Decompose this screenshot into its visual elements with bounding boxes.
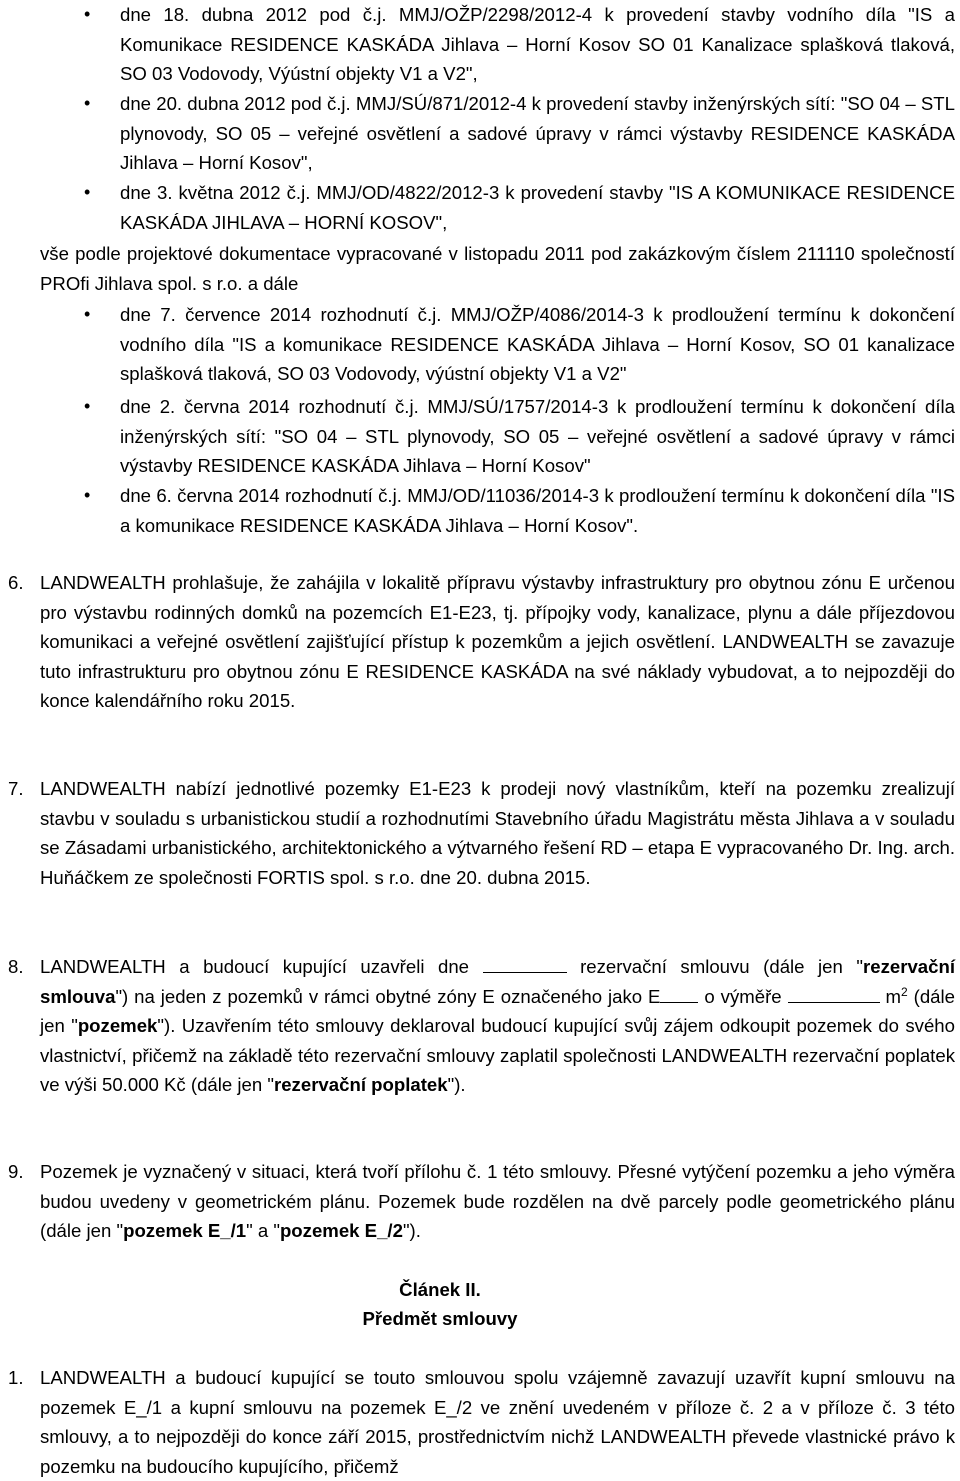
section-number: 1. — [8, 1367, 24, 1388]
text-run: ") na jeden z pozemků v rámci obytné zóny E označeného jako E — [115, 985, 661, 1007]
bullet-item-2: dne 20. dubna 2012 pod č.j. MMJ/SÚ/871/2012-4 k provedení stavby inženýrských sítí: "SO 04 – STL plynovody, SO 05 – veřejné osvětlení a sadové úpravy v rámci výstavby RESIDENCE KASKÁDA Jihlava – Horní Kosov", — [120, 93, 955, 174]
bullet-item-5: dne 2. června 2014 rozhodnutí č.j. MMJ/SÚ/1757/2014-3 k prodloužení termínu k dokončení díla inženýrských sítí: "SO 04 – STL plynovody, SO 05 – veřejné osvětlení a sadové úpravy v rámci výstavby RESIDENCE KASKÁDA Jihlava – Horní Kosov" — [120, 396, 955, 477]
bullet-item-1: dne 18. dubna 2012 pod č.j. MMJ/OŽP/2298/2012-4 k provedení stavby vodního díla "IS a Komunikace RESIDENCE KASKÁDA Jihlava – Horní Kosov SO 01 Kanalizace splašková tlaková, SO 03 Vodovody, Výústní objekty V1 a V2", — [120, 4, 955, 85]
defined-term: rezervační smlouva — [40, 956, 955, 1007]
section-7-paragraph: LANDWEALTH nabízí jednotlivé pozemky E1-E23 k prodeji nový vlastníkům, kteří na pozemku zrealizují stavbu v souladu s urbanistickou studií a rozhodnutími Stavebního úřadu Magistrátu města Jihlava a v souladu se Zásadami urbanistického, architektonického a výtvarného řešení RD – etapa E vypracovaného Dr. Ing. arch. Huňáčkem ze společnosti FORTIS spol. s r.o. dne 20. dubna 2015. — [40, 778, 955, 888]
bullet-icon: • — [84, 485, 91, 505]
text-run: "). — [447, 1074, 466, 1096]
text-run: (dále jen " — [40, 985, 955, 1037]
text-run: " a " — [246, 1220, 280, 1242]
article-title: Článek II. — [399, 1279, 481, 1300]
bullet-item-4: dne 7. července 2014 rozhodnutí č.j. MMJ/OŽP/4086/2014-3 k prodloužení termínu k dokončení vodního díla "IS a komunikace RESIDENCE KASKÁDA Jihlava – Horní Kosov, SO 01 kanalizace splašková tlaková, SO 03 Vodovody, výústní objekty V1 a V2" — [120, 304, 955, 385]
intro-paragraph: vše podle projektové dokumentace vypracované v listopadu 2011 pod zakázkovým číslem 211110 společností PROfi Jihlava spol. s r.o. a dále — [40, 243, 955, 294]
bullet-icon: • — [84, 396, 91, 416]
section-9-paragraph — [40, 1157, 955, 1246]
area-blank[interactable] — [788, 984, 880, 1003]
date-blank[interactable] — [483, 954, 567, 973]
defined-term: pozemek E_/1 — [123, 1220, 247, 1242]
text-run: m — [885, 985, 901, 1007]
section-number: 6. — [8, 572, 24, 593]
bullet-icon: • — [84, 304, 91, 324]
article-subtitle: Předmět smlouvy — [362, 1308, 518, 1329]
defined-term: pozemek — [77, 1015, 158, 1037]
section-number: 7. — [8, 778, 24, 799]
text-run: LANDWEALTH a budoucí kupující uzavřeli dne — [40, 956, 470, 977]
text-run: Pozemek je vyznačený v situaci, která tvoří přílohu č. 1 této smlouvy. Přesné vytýčení pozemku a jeho výměra budou uvedeny v geometrickém plánu. Pozemek bude rozdělen na dvě parcely podle geometrického plánu (dále jen " — [40, 1161, 955, 1242]
superscript: 2 — [901, 984, 908, 999]
bullet-icon: • — [84, 4, 91, 24]
section-6-paragraph: LANDWEALTH prohlašuje, že zahájila v lokalitě přípravu výstavby infrastruktury pro obytnou zónu E určenou pro výstavbu rodinných domků na pozemcích E1-E23, tj. přípojky vody, kanalizace, plynu a dále příjezdovou komunikaci a veřejné osvětlení zajišťující přístup k pozemkům a jejich osvětlení. LANDWEALTH se zavazuje tuto infrastrukturu pro obytnou zónu E RESIDENCE KASKÁDA na své náklady vybudovat, a to nejpozději do konce kalendářního roku 2015. — [40, 572, 955, 712]
text-run: rezervační smlouvu (dále jen " — [580, 956, 863, 977]
text-run: "). Uzavřením této smlouvy deklaroval budoucí kupující svůj zájem odkoupit pozemek do svého vlastnictví, přičemž na základě této rezervační smlouvy zaplatil společnosti LANDWEALTH rezervační poplatek ve výši 50.000 Kč (dále jen " — [40, 1015, 955, 1096]
article-2-section-1-paragraph: LANDWEALTH a budoucí kupující se touto smlouvou spolu vzájemně zavazují uzavřít kupní smlouvu na pozemek E_/1 a kupní smlouvu na pozemek E_/2 ve znění uvedeném v příloze č. 2 a v příloze č. 3 této smlouvy, a to nejpozději do konce září 2015, prostřednictvím nichž LANDWEALTH převede vlastnické právo k pozemku na budoucího kupujícího, přičemž — [40, 1367, 955, 1477]
bullet-item-6: dne 6. června 2014 rozhodnutí č.j. MMJ/OD/11036/2014-3 k prodloužení termínu k dokončení díla "IS a komunikace RESIDENCE KASKÁDA Jihlava – Horní Kosov". — [120, 485, 955, 536]
text-run: "). — [402, 1220, 421, 1242]
text-run: o výměře — [704, 985, 782, 1007]
bullet-item-3: dne 3. května 2012 č.j. MMJ/OD/4822/2012-3 k provedení stavby "IS A KOMUNIKACE RESIDENCE KASKÁDA JIHLAVA – HORNÍ KOSOV", — [120, 182, 955, 233]
bullet-icon: • — [84, 182, 91, 202]
section-8-paragraph — [40, 952, 955, 1100]
bullet-icon: • — [84, 93, 91, 113]
section-number: 9. — [8, 1161, 24, 1182]
defined-term: pozemek E_/2 — [279, 1220, 403, 1242]
defined-term: rezervační poplatek — [273, 1074, 448, 1096]
section-number: 8. — [8, 956, 24, 977]
plot-number-blank[interactable] — [660, 984, 698, 1003]
